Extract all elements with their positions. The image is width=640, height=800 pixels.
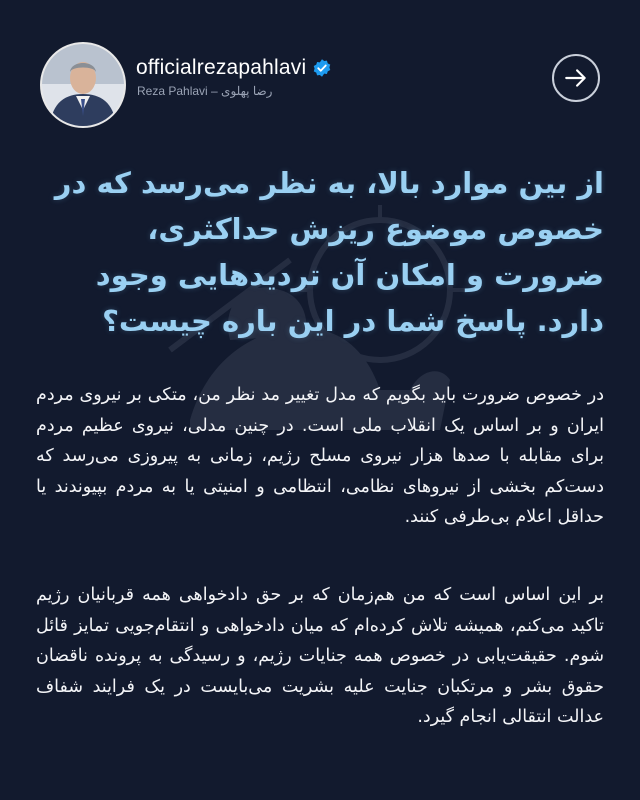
verified-badge-icon bbox=[312, 58, 332, 78]
avatar[interactable] bbox=[40, 42, 126, 128]
next-arrow-button[interactable] bbox=[552, 54, 600, 102]
post-header bbox=[40, 42, 600, 132]
handle-row bbox=[136, 56, 332, 80]
answer-paragraph-2: بر این اساس است که من هم‌زمان که بر حق دادخواهی همه قربانیان رژیم تاکید می‌کنم، همیشه تلاش کرده‌ام که میان دادخواهی و انتقام‌جویی تمایز قائل شوم. حقیقت‌یابی در خصوص همه جنایات رژیم، و رسیدگی به پرونده ناقضان حقوق بشر و مرتکبان جنایت علیه بشریت می‌بایست در یک فرایند شفاف عدالت انتقالی انجام گیرد. bbox=[36, 585, 604, 727]
account-subtitle: Reza Pahlavi – رضا پهلوی bbox=[137, 84, 273, 98]
account-handle[interactable]: officialrezapahlavi bbox=[136, 56, 307, 79]
question-heading: از بین موارد بالا، به نظر می‌رسد که در خصوص موضوع ریزش حداکثری، ضرورت و امکان آن تردیدهایی وجود دارد. پاسخ شما در این باره چیست؟ bbox=[54, 166, 604, 338]
answer-paragraph-1: در خصوص ضرورت باید بگویم که مدل تغییر مد نظر من، متکی بر نیروی مردم ایران و بر اساس یک انقلاب ملی است. در چنین مدلی، نیروی عظیم مردم برای مقابله با صدها هزار نیروی مسلح رژیم، زمانی به پیروزی می‌رسد که دست‌کم بخشی از نیروهای نظامی، انتظامی و امنیتی یا به مردم بپیوندند یا حداقل اعلام بی‌طرفی کنند. bbox=[36, 385, 604, 527]
portrait-avatar-icon bbox=[42, 44, 124, 126]
arrow-right-icon bbox=[563, 65, 589, 91]
